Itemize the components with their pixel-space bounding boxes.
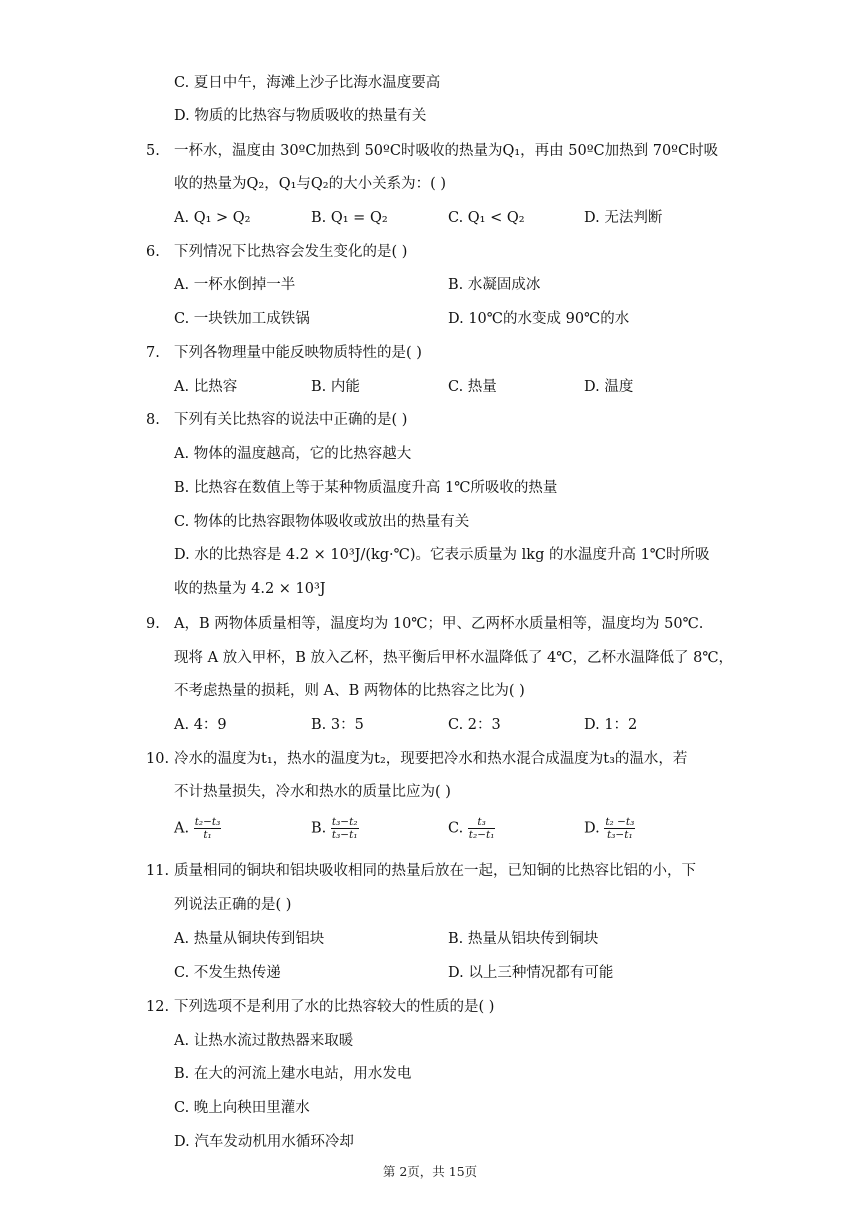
q8-option-c: C. 物体的比热容跟物体吸收或放出的热量有关 <box>174 514 470 530</box>
q5-stem-line1: 一杯水，温度由 30ºC加热到 50ºC时吸收的热量为Q₁，再由 50ºC加热到 70ºC时吸 <box>174 143 719 159</box>
q4-option-d: D. 物质的比热容与物质吸收的热量有关 <box>174 108 427 124</box>
q7-option-a: A. 比热容 <box>174 379 238 395</box>
q8-stem: 下列有关比热容的说法中正确的是( ) <box>174 412 408 428</box>
q9-option-c: C. 2：3 <box>448 717 501 733</box>
q6-stem: 下列情况下比热容会发生变化的是( ) <box>174 244 408 260</box>
q10-option-d-fraction <box>604 816 635 841</box>
q10-number: 10. <box>146 751 170 767</box>
q4-option-c: C. 夏日中午，海滩上沙子比海水温度要高 <box>174 75 441 91</box>
q7-option-d: D. 温度 <box>584 379 634 395</box>
q9-stem-line1: A，B 两物体质量相等，温度均为 10℃；甲、乙两杯水质量相等，温度均为 50℃. <box>174 616 704 632</box>
q10-option-b-label: B. <box>311 820 327 837</box>
q7-stem: 下列各物理量中能反映物质特性的是( ) <box>174 345 422 361</box>
q12-stem: 下列选项不是利用了水的比热容较大的性质的是( ) <box>174 999 495 1015</box>
q11-option-b: B. 热量从铝块传到铜块 <box>448 931 599 947</box>
q6-option-c: C. 一块铁加工成铁锅 <box>174 311 310 327</box>
q9-option-d: D. 1：2 <box>584 717 638 733</box>
q5-option-d: D. 无法判断 <box>584 210 663 226</box>
q11-number: 11. <box>146 863 170 879</box>
q7-option-c: C. 热量 <box>448 379 497 395</box>
q5-stem-line2: 收的热量为Q₂，Q₁与Q₂的大小关系为：( ) <box>174 176 447 192</box>
q9-option-a: A. 4：9 <box>174 717 227 733</box>
q10-option-a-label: A. <box>174 820 190 837</box>
q12-option-b: B. 在大的河流上建水电站，用水发电 <box>174 1066 412 1082</box>
q10-option-c-fraction <box>468 816 496 841</box>
q10-option-d-denominator: t₃−t₁ <box>607 829 633 841</box>
q12-option-d: D. 汽车发动机用水循环冷却 <box>174 1134 354 1150</box>
q10-option-a-denominator: t₁ <box>203 829 212 841</box>
q8-option-b: B. 比热容在数值上等于某种物质温度升高 1℃所吸收的热量 <box>174 480 558 496</box>
q11-stem-line1: 质量相同的铜块和铝块吸收相同的热量后放在一起，已知铜的比热容比铝的小，下 <box>174 863 696 879</box>
q9-option-b: B. 3：5 <box>311 717 364 733</box>
q10-option-c-numerator: t₃ <box>468 816 496 829</box>
q6-number: 6. <box>146 244 160 260</box>
q10-option-d-numerator: t₂ −t₃ <box>605 816 635 828</box>
q8-option-d-line1: D. 水的比热容是 4.2 × 10³J/(kg·℃)。它表示质量为 lkg 的水温度升高 1℃时所吸 <box>174 547 710 563</box>
q5-option-b: B. Q₁ = Q₂ <box>311 210 388 226</box>
q8-number: 8. <box>146 412 160 428</box>
q7-number: 7. <box>146 345 160 361</box>
q12-number: 12. <box>146 999 170 1015</box>
q10-option-d-label: D. <box>584 820 600 837</box>
q6-option-d: D. 10℃的水变成 90℃的水 <box>448 311 630 327</box>
q5-option-a: A. Q₁ > Q₂ <box>174 210 251 226</box>
q6-option-a: A. 一杯水倒掉一半 <box>174 277 296 293</box>
q9-stem-line2: 现将 A 放入甲杯，B 放入乙杯，热平衡后甲杯水温降低了 4℃，乙杯水温降低了 8℃， <box>174 650 734 666</box>
q8-option-a: A. 物体的温度越高，它的比热容越大 <box>174 446 412 462</box>
q10-stem-line1: 冷水的温度为t₁，热水的温度为t₂，现要把冷水和热水混合成温度为t₃的温水，若 <box>174 751 688 767</box>
q10-option-a-numerator: t₂−t₃ <box>194 816 221 828</box>
q10-option-a-fraction <box>194 816 222 841</box>
q10-option-c-denominator: t₂−t₁ <box>468 829 495 841</box>
q11-option-a: A. 热量从铜块传到铝块 <box>174 931 325 947</box>
q10-option-b-denominator: t₃−t₁ <box>331 829 358 841</box>
q10-option-b <box>311 816 359 841</box>
q10-option-d <box>584 816 635 841</box>
q9-stem-line3: 不考虑热量的损耗，则 A、B 两物体的比热容之比为( ) <box>174 683 525 699</box>
q11-option-d: D. 以上三种情况都有可能 <box>448 965 614 981</box>
q12-option-c: C. 晚上向秧田里灌水 <box>174 1100 310 1116</box>
q10-option-b-numerator: t₃−t₂ <box>331 816 358 828</box>
q7-option-b: B. 内能 <box>311 379 360 395</box>
q11-option-c: C. 不发生热传递 <box>174 965 281 981</box>
q6-option-b: B. 水凝固成冰 <box>448 277 541 293</box>
q9-number: 9. <box>146 616 160 632</box>
q12-option-a: A. 让热水流过散热器来取暖 <box>174 1033 354 1049</box>
q11-stem-line2: 列说法正确的是( ) <box>174 897 292 913</box>
q8-option-d-line2: 收的热量为 4.2 × 10³J <box>174 581 326 597</box>
q10-option-a <box>174 816 221 841</box>
q5-number: 5. <box>146 143 160 159</box>
q10-option-c <box>448 816 495 841</box>
q10-option-c-label: C. <box>448 820 464 837</box>
q10-option-b-fraction <box>331 816 359 841</box>
q10-stem-line2: 不计热量损失，冷水和热水的质量比应为( ) <box>174 784 451 800</box>
q5-option-c: C. Q₁ < Q₂ <box>448 210 525 226</box>
page-footer: 第 2页，共 15页 <box>382 1164 478 1179</box>
